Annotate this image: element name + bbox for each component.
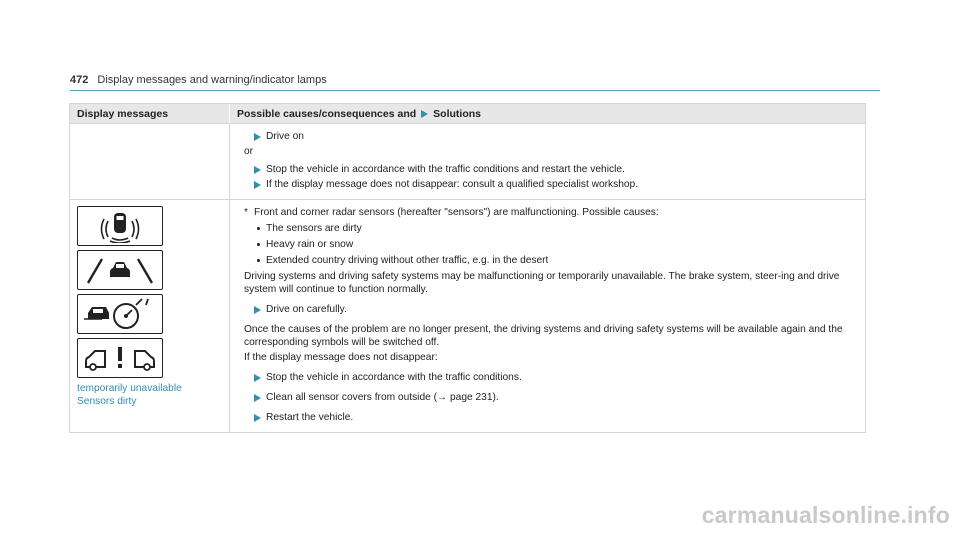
- arrow-right-icon: [254, 306, 261, 314]
- arrow-right-icon: [254, 394, 261, 402]
- col-header-solutions-label: Solutions: [433, 107, 482, 120]
- parking-sensor-icon: [77, 206, 163, 246]
- row1-display-cell: [70, 124, 230, 199]
- arrow-right-icon: [421, 110, 428, 118]
- table-row: [70, 123, 865, 199]
- page-title: Display messages and warning/indicator lamps: [97, 74, 327, 86]
- arrow-right-icon: [254, 414, 261, 422]
- row1-causes-cell: [230, 124, 865, 199]
- watermark: carmanualsonline.info: [701, 502, 950, 528]
- display-messages-table: [69, 103, 866, 433]
- step-item: Drive on carefully.: [244, 303, 857, 316]
- col-header-causes-label: Possible causes/consequences and: [237, 107, 417, 120]
- row2-display-cell: [70, 200, 230, 432]
- paragraph: If the display message does not disappear:: [244, 352, 438, 363]
- step-item: Stop the vehicle in accordance with the traffic conditions and restart the vehicle.: [244, 163, 857, 176]
- col-header-display-messages: Display messages: [70, 104, 230, 123]
- row2-causes-cell: [230, 200, 865, 432]
- indicator-label-sensors-dirty: Sensors dirty: [77, 396, 137, 407]
- step-item: Clean all sensor covers from outside (→ page 231).: [244, 391, 857, 404]
- arrow-right-icon: [254, 166, 261, 174]
- step-item: Drive on: [244, 130, 857, 143]
- or-text: or: [244, 146, 254, 157]
- paragraph: Once the causes of the problem are no longer present, the driving systems and driving safety systems will be available again and the corresponding symbols will be switched off.: [244, 324, 843, 348]
- step-item: Restart the vehicle.: [244, 411, 857, 424]
- arrow-right-icon: [254, 374, 261, 382]
- lane-assist-icon: [77, 250, 163, 290]
- header-divider: [70, 90, 880, 91]
- col-header-causes: [230, 104, 865, 123]
- table-row: [70, 199, 865, 432]
- intro-text: * Front and corner radar sensors (hereafter "sensors") are malfunctioning. Possible causes:: [244, 207, 659, 218]
- indicator-label-unavailable: temporarily unavailable: [77, 383, 182, 394]
- collision-warning-icon: [77, 338, 163, 378]
- paragraph: Driving systems and driving safety systems may be malfunctioning or temporarily unavailable. The brake system, steer-ing and drive system will continue to function normally.: [244, 271, 840, 295]
- bullet-item: The sensors are dirty: [244, 222, 857, 235]
- distance-speed-icon: [77, 294, 163, 334]
- step-item: If the display message does not disappear: consult a qualified specialist workshop.: [244, 178, 857, 191]
- arrow-right-icon: [254, 181, 261, 189]
- bullet-item: Extended country driving without other traffic, e.g. in the desert: [244, 254, 857, 267]
- bullet-item: Heavy rain or snow: [244, 238, 857, 251]
- step-item: Stop the vehicle in accordance with the traffic conditions.: [244, 371, 857, 384]
- arrow-right-icon: [254, 133, 261, 141]
- page-header: [70, 74, 327, 86]
- page-number: 472: [70, 74, 89, 86]
- table-header: [70, 104, 865, 123]
